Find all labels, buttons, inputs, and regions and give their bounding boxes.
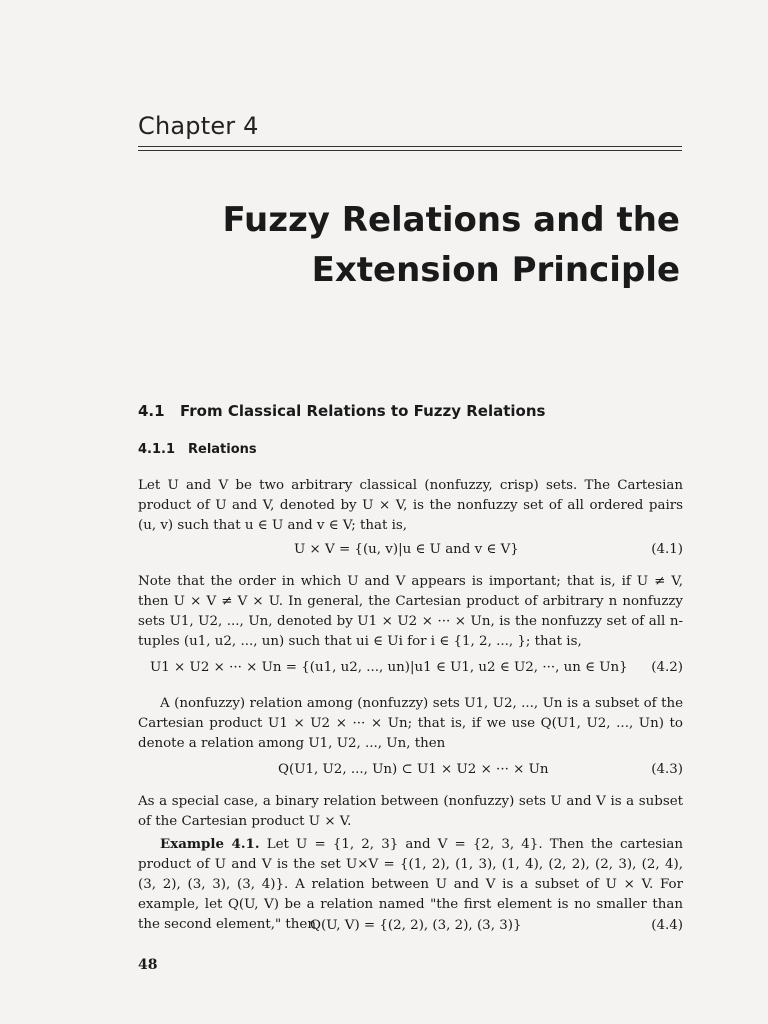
title-line-2: Extension Principle <box>311 250 680 290</box>
equation-number: (4.3) <box>651 762 683 777</box>
equation-4-3 <box>138 760 683 780</box>
equation-expression: U × V = {(u, v)|u ∈ U and v ∈ V} <box>294 542 519 557</box>
section-title: From Classical Relations to Fuzzy Relations <box>180 402 546 420</box>
example-label: Example 4.1. <box>160 836 260 852</box>
paragraph-text: Note that the order in which U and V appears is important; that is, if U ≠ V, then U × V ≠ V × U. In general, the Cartesian product of arbitrary n nonfuzzy sets U1, U2, ..., Un, denoted by U1 × U2 × ··· × Un, is the nonfuzzy set of all n-tuples (u1, u2, ..., un) such that ui ∈ Ui for i ∈ {1, 2, ..., }; that is, <box>138 574 683 649</box>
equation-number: (4.1) <box>651 542 683 557</box>
page-number: 48 <box>138 957 158 973</box>
paragraph-text: A (nonfuzzy) relation among (nonfuzzy) sets U1, U2, ..., Un is a subset of the Cartesian product U1 × U2 × ··· × Un; that is, if we use Q(U1, U2, ..., Un) to denote a relation among U1, U2, ..., Un, then <box>138 696 683 751</box>
section-number: 4.1 <box>138 402 165 420</box>
equation-number: (4.2) <box>651 660 683 675</box>
paragraph-text: As a special case, a binary relation between (nonfuzzy) sets U and V is a subset of the Cartesian product U × V. <box>138 794 683 829</box>
example-text: Let U = {1, 2, 3} and V = {2, 3, 4}. Then the cartesian product of U and V is the set U×V = {(1, 2), (1, 3), (1, 4), (2, 2), (2, 3), (2, 4), (3, 2), (3, 3), (3, 4)}. A relation between U and V is a subset of U × V. For example, let Q(U, V) be a relation named "the first element is no smaller than the second element," then <box>138 837 684 932</box>
paragraph-order <box>138 572 683 652</box>
chapter-rule-bottom <box>138 150 682 151</box>
paragraph-relation <box>138 694 683 754</box>
paragraph-binary-relation <box>138 792 683 832</box>
equation-expression: U1 × U2 × ··· × Un = {(u1, u2, ..., un)|u1 ∈ U1, u2 ∈ U2, ···, un ∈ Un} <box>150 660 628 675</box>
equation-4-2 <box>138 658 683 678</box>
chapter-label: Chapter 4 <box>138 112 259 140</box>
equation-number: (4.4) <box>651 918 683 933</box>
chapter-rule-top <box>138 146 682 147</box>
equation-expression: Q(U, V) = {(2, 2), (3, 2), (3, 3)} <box>310 918 522 933</box>
section-heading <box>138 402 545 420</box>
paragraph-text: Let U and V be two arbitrary classical (nonfuzzy, crisp) sets. The Cartesian product of U and V, denoted by U × V, is the nonfuzzy set of all ordered pairs (u, v) such that u ∈ U and v ∈ V; that is, <box>138 478 683 533</box>
paragraph-cartesian-product <box>138 476 683 536</box>
equation-4-1 <box>138 540 683 560</box>
subsection-title: Relations <box>188 442 257 457</box>
subsection-number: 4.1.1 <box>138 442 176 457</box>
subsection-heading <box>138 442 257 457</box>
equation-expression: Q(U1, U2, ..., Un) ⊂ U1 × U2 × ··· × Un <box>278 762 549 777</box>
equation-4-4 <box>138 916 683 936</box>
title-line-1: Fuzzy Relations and the <box>222 200 680 240</box>
